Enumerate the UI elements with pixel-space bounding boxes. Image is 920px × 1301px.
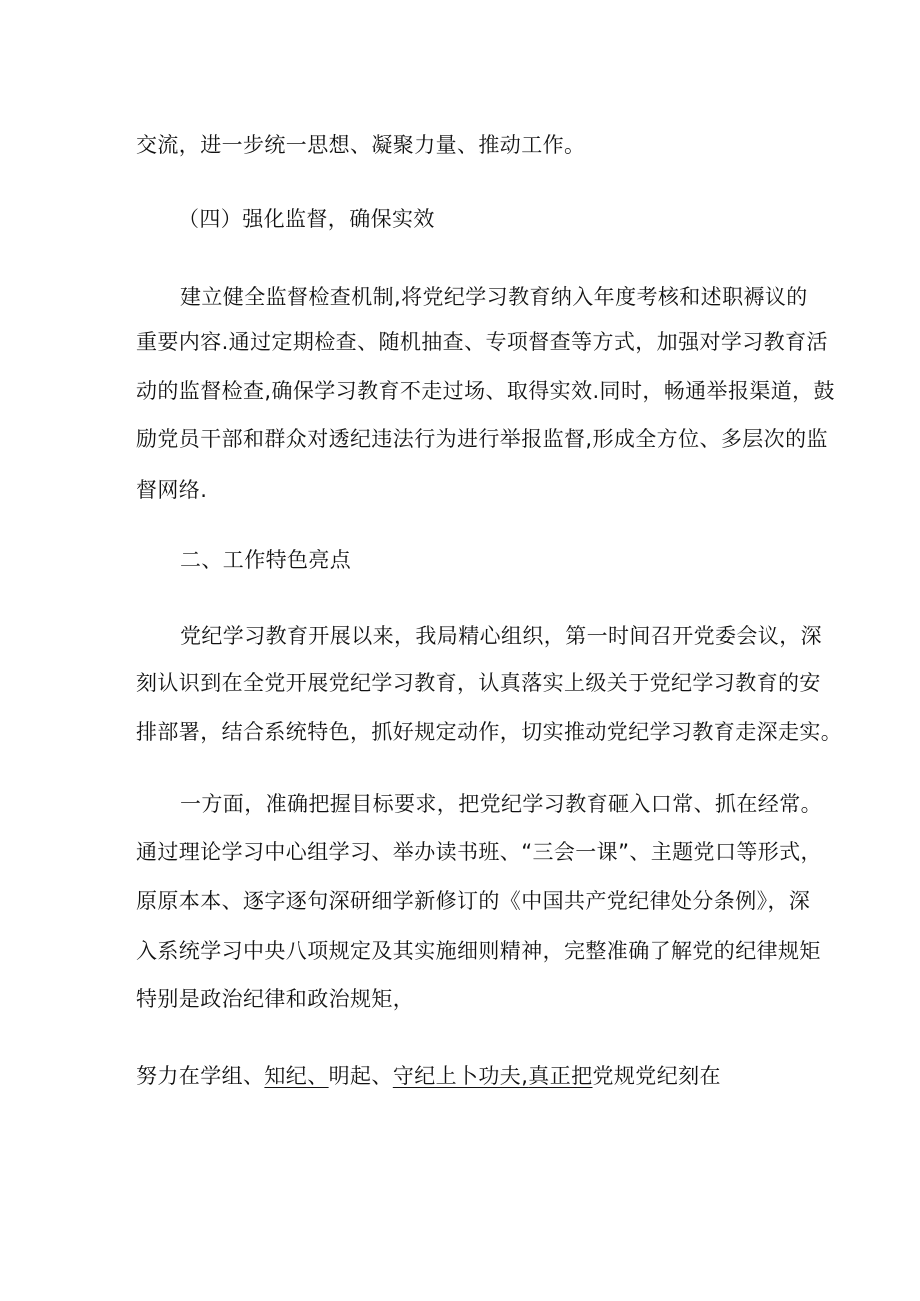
- one-aspect-paragraph-line: 入系统学习中央八项规定及其实施细则精神，完整准确了解党的纪律规矩: [136, 939, 821, 963]
- highlights-paragraph-line: 党纪学习教育开展以来，我局精心组织，第一时间召开党委会议，深: [180, 624, 822, 648]
- section-heading-supervision: （四）强化监督，确保实效: [178, 207, 435, 231]
- supervision-paragraph-line: 励党员干部和群众对透纪违法行为进行举报监督,形成全方位、多层次的监: [136, 427, 828, 451]
- final-paragraph-line: [136, 1061, 721, 1091]
- supervision-paragraph-line: 督网络.: [136, 478, 208, 502]
- one-aspect-paragraph-line: 特别是政治纪律和政治规矩，: [136, 987, 415, 1011]
- highlights-paragraph-line: 刻认识到在全党开展党纪学习教育，认真落实上级关于党纪学习教育的安: [136, 671, 821, 695]
- supervision-paragraph-line: 重要内容.通过定期检查、随机抽查、专项督查等方式，加强对学习教育活: [136, 330, 828, 354]
- supervision-paragraph-line: 建立健全监督检查机制,将党纪学习教育纳入年度考核和述职褥议的: [180, 285, 808, 309]
- one-aspect-paragraph-line: 原原本本、逐字逐句深研细学新修订的《中国共产党纪律处分条例》，深: [136, 889, 811, 913]
- one-aspect-paragraph-line: 通过理论学习中心组学习、举办读书班、“三会一课”、主题党口等形式，: [136, 840, 822, 864]
- final-line-segment: 努力在学组、: [136, 1064, 265, 1088]
- underlined-segment: 真正把: [528, 1064, 593, 1088]
- underlined-segment: 守纪上卜功夫,: [392, 1064, 529, 1088]
- highlights-paragraph-line: 排部署，结合系统特色，抓好规定动作，切实推动党纪学习教育走深走实。: [136, 720, 843, 744]
- one-aspect-paragraph-line: 一方面，准确把握目标要求，把党纪学习教育砸入口常、抓在经常。: [180, 792, 822, 816]
- paragraph-continuation-line: 交流，进一步统一思想、凝聚力量、推动工作。: [136, 133, 586, 157]
- underlined-segment: 知纪、: [264, 1064, 329, 1088]
- final-line-segment: 明起、: [328, 1064, 393, 1088]
- section-heading-highlights: 二、工作特色亮点: [180, 548, 352, 572]
- final-line-segment: 党规党纪刻在: [592, 1064, 721, 1088]
- supervision-paragraph-line: 动的监督检查,确保学习教育不走过场、取得实效.同时，畅通举报渠道，鼓: [136, 379, 835, 403]
